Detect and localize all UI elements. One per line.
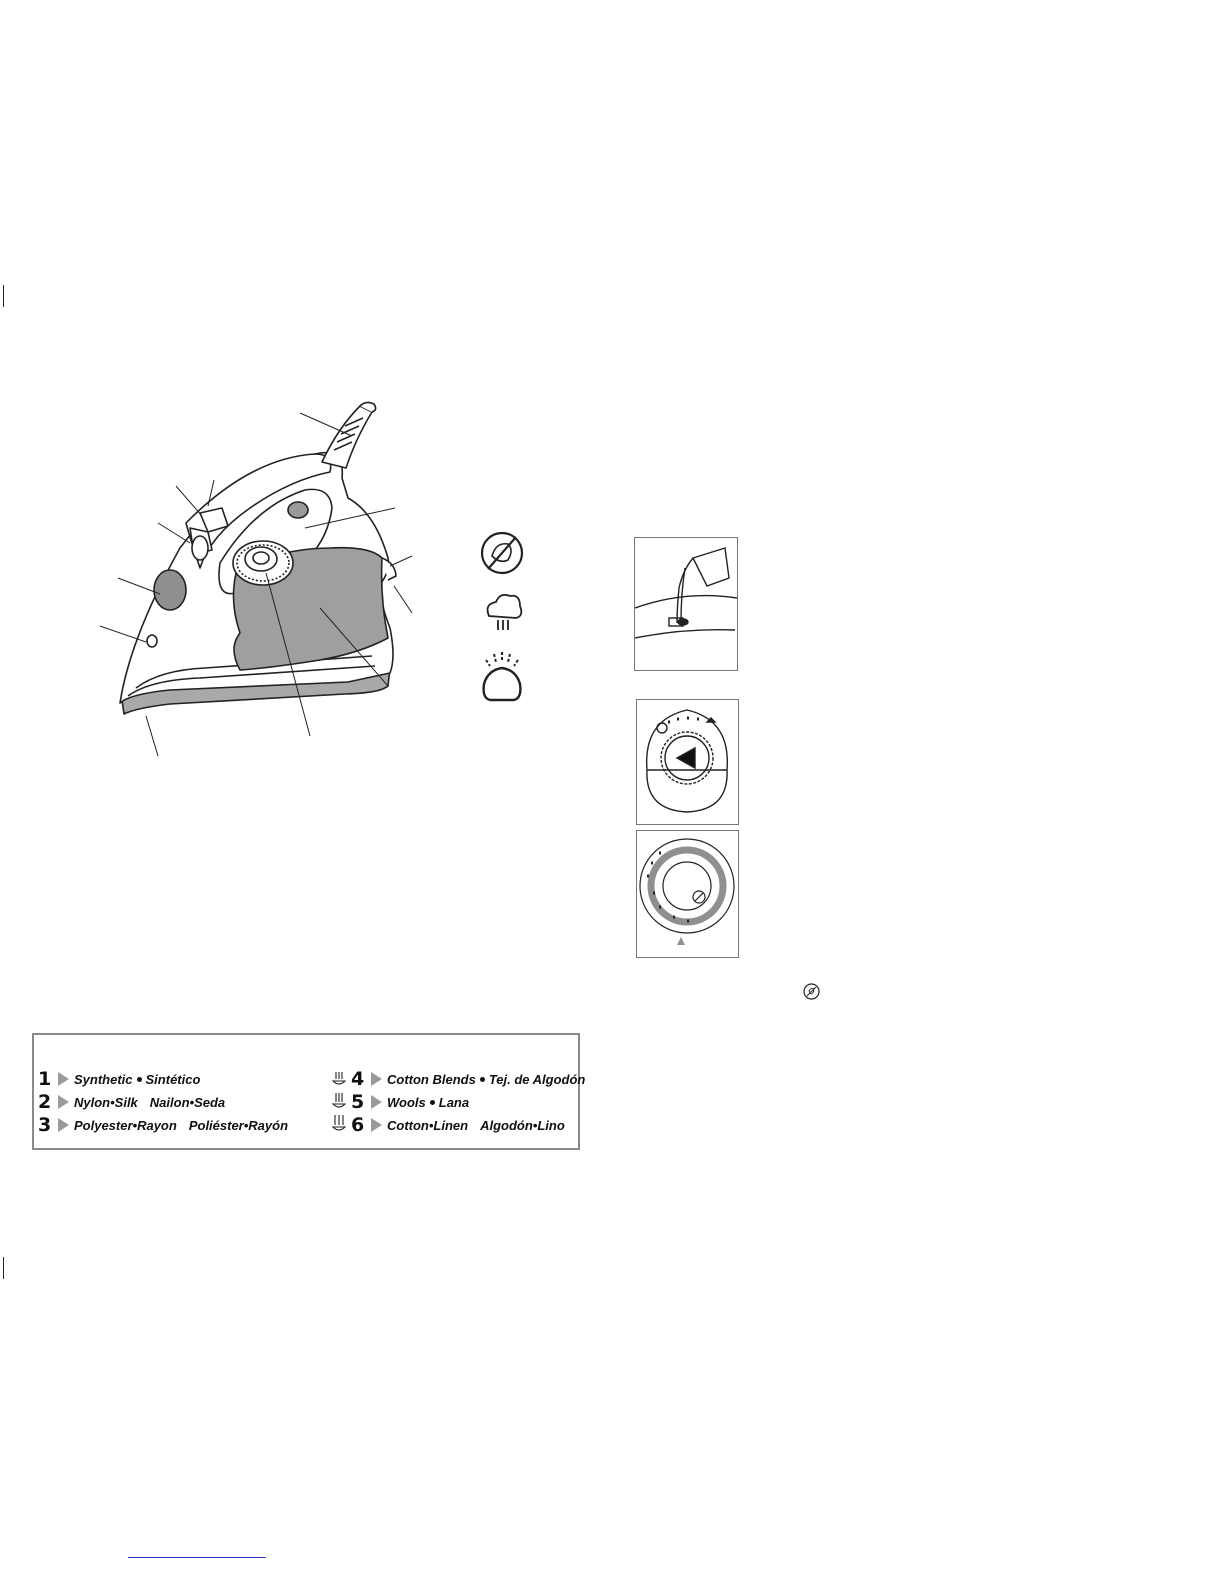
setting-label-es: Tej. de Algodón <box>488 1071 586 1087</box>
separator-dot <box>430 1100 435 1105</box>
arrow-right-icon <box>371 1118 382 1132</box>
setting-label-es: Sintético <box>145 1071 201 1087</box>
setting-label-es: Poliéster•Rayón <box>188 1117 289 1133</box>
arrow-right-icon <box>371 1095 382 1109</box>
setting-number: 6 <box>351 1114 365 1136</box>
setting-label-en: Wools <box>387 1094 426 1110</box>
setting-number: 1 <box>38 1068 52 1090</box>
setting-label-es: Nailon•Seda <box>149 1094 226 1110</box>
steam-mid-icon <box>330 1092 348 1112</box>
setting-label-es: Algodón•Lino <box>480 1117 565 1133</box>
setting-label-en: Nylon•Silk <box>74 1094 138 1110</box>
steam-low-icon <box>330 1069 348 1089</box>
arrow-right-icon <box>58 1095 69 1109</box>
steam-dial-illustration <box>637 700 738 824</box>
setting-number: 2 <box>38 1091 52 1113</box>
anti-calc-icon <box>803 983 820 1000</box>
steam-high-icon <box>330 1115 348 1135</box>
setting-number: 5 <box>351 1091 365 1113</box>
setting-label-en: Synthetic <box>74 1071 133 1087</box>
setting-label-en: Polyester•Rayon <box>74 1117 177 1133</box>
crop-mark-top <box>3 285 4 307</box>
control-knob-illustration <box>637 831 738 957</box>
iron-illustration <box>90 398 430 763</box>
separator-dot <box>137 1077 142 1082</box>
symbols-column <box>474 528 534 713</box>
setting-label-es: Lana <box>438 1094 470 1110</box>
steam-dial-panel <box>636 699 739 825</box>
setting-label-en: Cotton Blends <box>387 1071 476 1087</box>
footer-link[interactable] <box>128 1557 266 1558</box>
fabric-settings-table <box>32 1033 586 1150</box>
fill-water-illustration <box>635 538 737 670</box>
crop-mark-bottom <box>3 1257 4 1279</box>
spray-icon <box>484 652 521 700</box>
setting-label-en: Cotton•Linen <box>387 1117 469 1133</box>
arrow-right-icon <box>58 1072 69 1086</box>
separator-dot <box>480 1077 485 1082</box>
setting-number: 3 <box>38 1114 52 1136</box>
table-row <box>330 1069 585 1089</box>
self-clean-icon <box>482 533 522 573</box>
table-row <box>38 1092 225 1112</box>
table-row <box>38 1115 288 1135</box>
arrow-right-icon <box>371 1072 382 1086</box>
table-row <box>38 1069 200 1089</box>
setting-number: 4 <box>351 1068 365 1090</box>
table-row <box>330 1115 565 1135</box>
steam-burst-icon <box>488 595 522 630</box>
arrow-right-icon <box>58 1118 69 1132</box>
table-row <box>330 1092 469 1112</box>
fill-water-panel <box>634 537 738 671</box>
control-knob-panel <box>636 830 739 958</box>
